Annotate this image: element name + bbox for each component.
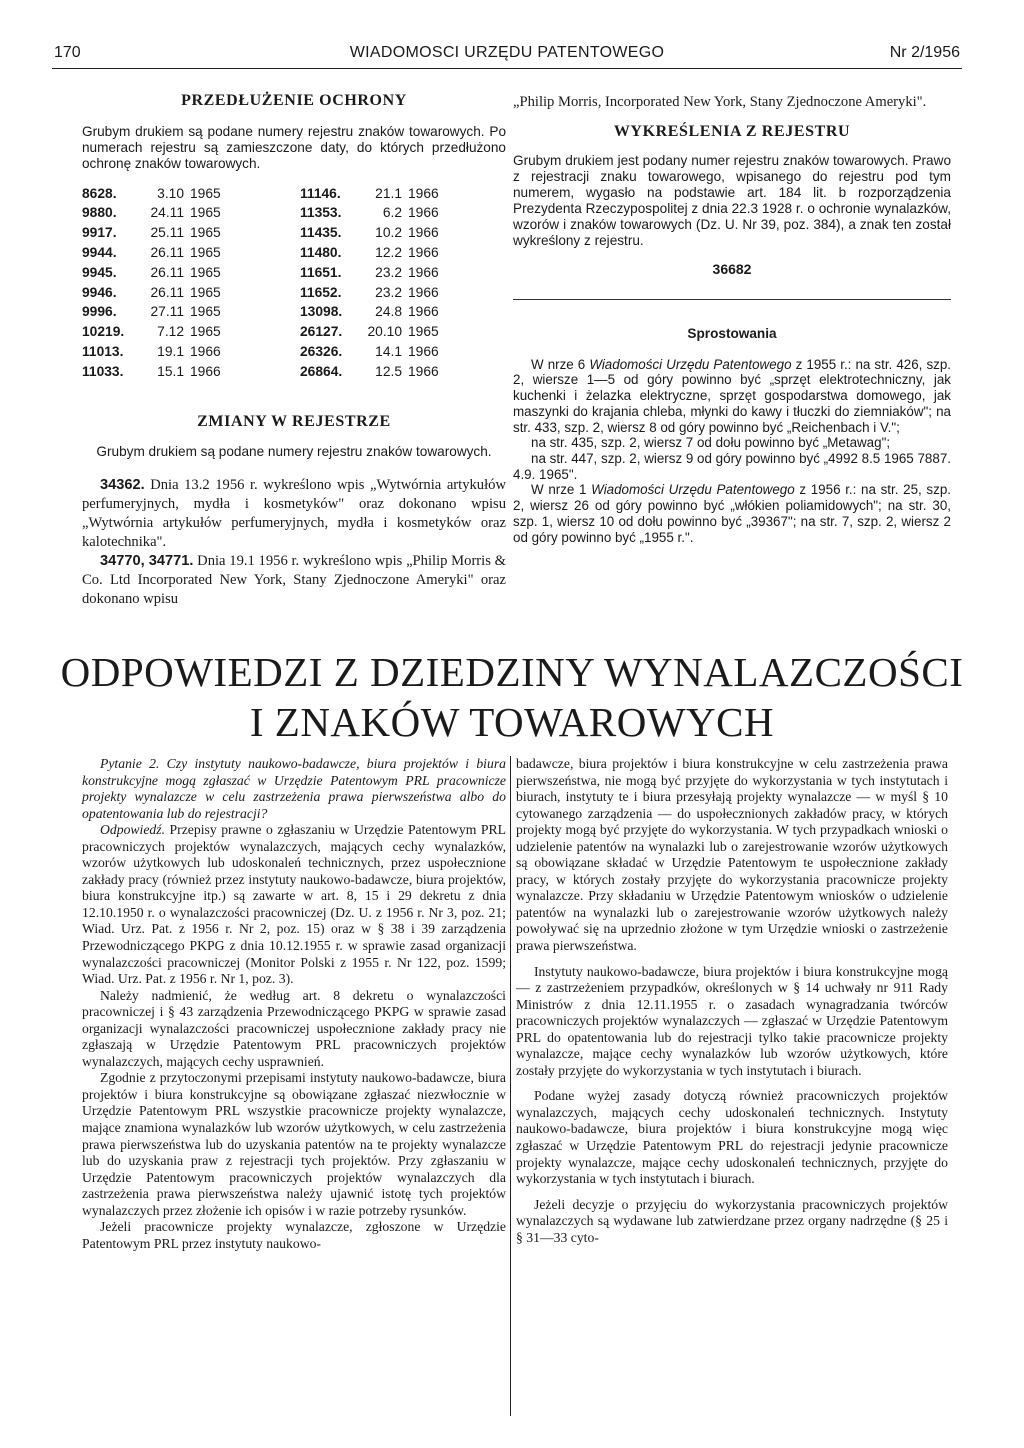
extension-day: 24.11	[150, 205, 184, 221]
extension-year: 1966	[408, 284, 439, 300]
register-row	[300, 364, 439, 384]
deletions-text: Grubym drukiem jest podany numer rejestru znaków towarowych. Prawo z rejestracji znaku towarowego, wpisanego do rejestru pod tym numerem, wygasło na podstawie art. 184 lit. b rozporządzenia Prezydenta Rzeczypospolitej z dnia 22.3 1928 r. o ochronie wynalazków, wzorów i znaków towarowych (Dz. U. Nr 39, poz. 384), a znak ten został wykreślony z rejestru.	[513, 152, 951, 248]
register-number: 26127.	[300, 324, 343, 340]
extension-day: 23.2	[375, 264, 402, 280]
register-row	[300, 285, 439, 305]
corrections-body	[513, 357, 951, 545]
extension-day: 26.11	[150, 284, 184, 300]
register-row	[82, 344, 221, 364]
extension-note: Grubym drukiem są podane numery rejestru znaków towarowych. Po numerach rejestru są zamieszczone daty, do których przedłużono ochronę znaków towarowych.	[82, 123, 506, 171]
extension-day: 26.11	[150, 264, 184, 280]
register-row	[82, 265, 221, 285]
answer-paragraph-e: Instytuty naukowo-badawcze, biura projektów i biura konstrukcyjne mogą — z zastrzeżeniem przypadków, określonych w § 14 uchwały nr 911 Rady Ministrów z dnia 12.11.1955 r. o zasadach wynagradzania twórców pracowniczych projektów wynalazczych — zgłaszać w Urzędzie Patentowym PRL do opatentowania lub do rejestracji tylko takie pracownicze projekty wynalazcze, mające cechy wynalazków lub wzorów użytkowych, które zostały przyjęte do wykorzystania w tych instytutach i biurach.	[516, 963, 948, 1078]
extension-year: 1965	[190, 244, 221, 260]
register-row	[300, 186, 439, 206]
register-row	[82, 324, 221, 344]
extension-year: 1965	[190, 324, 221, 340]
register-number: 9880.	[82, 205, 117, 221]
question-text: Czy instytuty naukowo-badawcze, biura projektów i biura konstrukcyjne mogą zgłaszać w Urzędzie Patentowym PRL pracownicze projekty wynalazcze w celu zastrzeżenia prawa pierwszeństwa albo do opatentowania lub do rejestracji?	[82, 756, 506, 821]
answer-label: Odpowiedź.	[100, 822, 166, 838]
extension-year: 1965	[190, 284, 221, 300]
extension-table-right	[300, 186, 439, 384]
change-entry-1	[82, 476, 506, 552]
extension-year: 1965	[408, 324, 439, 340]
answer-paragraph-b: Zgodnie z przytoczonymi przepisami instytuty naukowo-badawcze, biura projektów i biura konstrukcyjne są obowiązane zgłaszać niezwłocznie w Urzędzie Patentowym PRL wszystkie pracownicze projekty wynalazcze, mające znamiona wynalazków lub wzorów użytkowych, w celu zastrzeżenia prawa pierwszeństwa lub do uzyskania patentów na te projekty wynalazcze lub do uzyskania praw z rejestracji tych projektów. Przy zgłaszaniu w Urzędzie Patentowym pracowniczych projektów wynalazczych dla zastrzeżenia prawa pierwszeństwa należy ujawnić istotę tych projektów wynalazczych przez złożenie ich opisów i w razie potrzeby rysunków.	[82, 1070, 506, 1218]
register-row	[300, 324, 439, 344]
answers-right-column	[516, 756, 948, 1246]
running-header	[52, 40, 962, 69]
register-number: 11013.	[82, 343, 124, 359]
register-number: 8628.	[82, 185, 117, 201]
right-column	[513, 93, 951, 545]
main-heading-line-2: I ZNAKÓW TOWAROWYCH	[249, 699, 775, 745]
correction-2: na str. 435, szp. 2, wiersz 7 od dołu powinno być „Metawag";	[531, 435, 891, 451]
register-number: 9945.	[82, 264, 117, 280]
extension-year: 1966	[408, 185, 439, 201]
register-row	[300, 245, 439, 265]
register-row	[82, 364, 221, 384]
extension-year: 1966	[190, 363, 221, 379]
change-continuation: „Philip Morris, Incorporated New York, Stany Zjednoczone Ameryki".	[513, 94, 927, 110]
change-entry-2-number: 34770, 34771.	[100, 553, 194, 570]
register-number: 11146.	[300, 185, 341, 201]
extension-day: 10.2	[375, 225, 402, 241]
question-label: Pytanie 2.	[100, 756, 160, 771]
extension-year: 1966	[408, 363, 439, 379]
extension-year: 1966	[408, 205, 439, 221]
register-number: 11651.	[300, 264, 342, 280]
journal-title: WIADOMOSCI URZĘDU PATENTOWEGO	[349, 44, 665, 61]
register-row	[300, 225, 439, 245]
register-number: 13098.	[300, 304, 343, 320]
section-title-extension: PRZEDŁUŻENIE OCHRONY	[181, 92, 407, 109]
extension-day: 7.12	[157, 324, 184, 340]
extension-day: 3.10	[157, 185, 184, 201]
register-row	[82, 205, 221, 225]
answer-paragraph-d: badawcze, biura projektów i biura konstrukcyjne w celu zastrzeżenia prawa pierwszeństwa, nie mogą być przyjęte do wykorzystania w tych instytutach i biurach, instytuty te i biura przesyłają projekty wynalazcze — w myśl § 10 cytowanego zarządzenia — do uspołecznionych zakładów pracy, w których projekty mogą być przyjęte do wykorzystania. W tych przypadkach wnioski o udzielenie patentów na wynalazki lub o zarejestrowanie wzorów użytkowych są obowiązane składać w Urzędzie Patentowym te uspołecznione zakłady pracy, w których zostały przyjęte do wykorzystania pracownicze projekty wynalazcze. Przy składaniu w Urzędzie Patentowym wniosków o udzielenie patentów na wynalazki lub o zarejestrowanie wzorów użytkowych należy powoływać się na uprzednio złożone w tym Urzędzie wnioski o zastrzeżenie prawa pierwszeństwa.	[516, 756, 948, 954]
register-row	[300, 205, 439, 225]
extension-day: 23.2	[375, 284, 402, 300]
change-entry-2-text: Dnia 19.1 1956 r. wykreślono wpis „Philip Morris & Co. Ltd Incorporated New York, Stany Zjednoczone Ameryki" oraz dokonano wpisu	[82, 553, 506, 608]
extension-day: 20.10	[367, 324, 402, 340]
page-number: 170	[54, 44, 81, 61]
register-row	[82, 245, 221, 265]
deleted-mark-number: 36682	[712, 260, 752, 277]
extension-year: 1965	[190, 205, 221, 221]
register-row	[82, 304, 221, 324]
column-divider	[510, 756, 511, 1416]
extension-day: 19.1	[157, 343, 184, 359]
register-number: 26326.	[300, 343, 343, 359]
register-number: 10219.	[82, 324, 125, 340]
answer-paragraph-f: Podane wyżej zasady dotyczą również pracowniczych projektów wynalazczych, mających cechy udoskonaleń technicznych. Instytuty naukowo-badawcze, biura projektów i biura konstrukcyjne mogą więc zgłaszać w Urzędzie Patentowym PRL do rejestracji jedynie pracownicze projekty wynalazcze, mające cechy udoskonaleń technicznych, przyjęte do wykorzystania w tych instytutach i biurach.	[516, 1088, 948, 1187]
answer-paragraph-c: Jeżeli pracownicze projekty wynalazcze, zgłoszone w Urzędzie Patentowym PRL przez instytuty naukowo-	[82, 1219, 506, 1251]
extension-table-left	[82, 186, 221, 384]
register-number: 11652.	[300, 284, 342, 300]
question	[82, 756, 506, 822]
register-row	[300, 265, 439, 285]
section-title-changes: ZMIANY W REJESTRZE	[197, 412, 391, 430]
extension-day: 24.8	[375, 304, 402, 320]
main-heading-line-1: ODPOWIEDZI Z DZIEDZINY WYNALAZCZOŚCI	[60, 649, 964, 695]
register-number: 9946.	[82, 284, 117, 300]
issue-number: Nr 2/1956	[889, 44, 960, 61]
left-column	[82, 93, 506, 609]
register-number: 11435.	[300, 225, 342, 241]
register-row	[82, 285, 221, 305]
extension-year: 1966	[408, 304, 439, 320]
register-row	[82, 186, 221, 206]
extension-year: 1965	[190, 225, 221, 241]
extension-day: 21.1	[375, 185, 402, 201]
extension-day: 12.2	[375, 244, 402, 260]
extension-day: 6.2	[382, 205, 402, 221]
answer-paragraph-a: Należy nadmienić, że według art. 8 dekretu o wynalazczości pracowniczej i § 43 zarządzenia Przewodniczącego PKPG w sprawie zasad organizacji wynalazczości pracowniczej uspołecznione zakłady pracy nie zgłaszają w Urzędzie Patentowym PRL pracowniczych projektów wynalazczych, mających cechy usprawnień.	[82, 987, 506, 1069]
register-row	[300, 304, 439, 324]
extension-year: 1966	[190, 343, 221, 359]
extension-year: 1965	[190, 185, 221, 201]
answer-paragraph-g: Jeżeli decyzje o przyjęciu do wykorzystania pracowniczych projektów wynalazczych są wydawane lub zatwierdzane przez organy nadrzędne (§ 25 i § 31—33 cyto-	[516, 1196, 948, 1245]
register-row	[300, 344, 439, 364]
register-number: 11480.	[300, 244, 342, 260]
extension-day: 14.1	[375, 343, 402, 359]
register-row	[82, 225, 221, 245]
extension-day: 26.11	[150, 244, 184, 260]
extension-year: 1966	[408, 225, 439, 241]
correction-1: W nrze 6 Wiadomości Urzędu Patentowego z 1955 r.: na str. 426, szp. 2, wiersze 1—5 od góry powinno być „sprzęt elektrotechniczny, jak kuchenki i żelazka elektryczne, sprzęt gospodarstwa domowego, jak maszynki do krajania chleba, młynki do kawy i tłuczki do ziemniaków"; na str. 433, szp. 2, wiersz 8 od góry powinno być „Reichenbach i V.";	[513, 356, 951, 435]
correction-3: na str. 447, szp. 2, wiersz 9 od góry powinno być „4992 8.5 1965 7887. 4.9. 1965".	[513, 451, 951, 482]
register-number: 11033.	[82, 363, 124, 379]
extension-year: 1966	[408, 264, 439, 280]
section-title-deletions: WYKREŚLENIA Z REJESTRU	[613, 123, 851, 140]
extension-day: 12.5	[375, 363, 402, 379]
corrections-title: Sprostowania	[687, 326, 777, 342]
extension-day: 27.11	[150, 304, 184, 320]
answer	[82, 822, 506, 987]
register-number: 9996.	[82, 304, 117, 320]
change-entry-1-number: 34362.	[100, 477, 145, 494]
correction-4: W nrze 1 Wiadomości Urzędu Patentowego z 1956 r.: na str. 25, szp. 2, wiersz 26 od góry powinno być „włókien poliamidowych"; na str. 30, szp. 1, wiersz 10 od dołu powinno być „39367"; na str. 7, szp. 2, wiersz 2 od góry powinno być „1955 r.".	[513, 482, 951, 545]
register-number: 26864.	[300, 363, 343, 379]
extension-day: 15.1	[157, 363, 184, 379]
answers-left-column	[82, 756, 506, 1252]
extension-day: 25.11	[150, 225, 184, 241]
extension-year: 1965	[190, 304, 221, 320]
extension-year: 1966	[408, 343, 439, 359]
register-number: 9944.	[82, 244, 117, 260]
change-entry-1-text: Dnia 13.2 1956 r. wykreślono wpis „Wytwórnia artykułów perfumeryjnych, mydła i kosmetyków" oraz dokonano wpisu „Wytwórnia artykułów perfumeryjnych, mydła i kosmetyków oraz kalotechnika".	[82, 477, 506, 551]
changes-note: Grubym drukiem są podane numery rejestru znaków towarowych.	[96, 444, 492, 460]
change-entry-2	[82, 552, 506, 609]
extension-year: 1965	[190, 264, 221, 280]
extension-year: 1966	[408, 244, 439, 260]
answer-text: Przepisy prawne o zgłaszaniu w Urzędzie Patentowym PRL pracowniczych projektów wynalazczych, mających cechy wynalazków, wzorów użytkowych lub udoskonaleń technicznych, przez uspołecznione zakłady pracy (również przez instytuty naukowo-badawcze, biura projektów, biura konstrukcyjne itp.) są zawarte w art. 8, 15 i 29 dekretu z dnia 12.10.1950 r. o wynalazczości pracowniczej (Dz. U. z 1956 r. Nr 3, poz. 21; Wiad. Urz. Pat. z 1956 r. Nr 2, poz. 15) oraz w § 38 i 39 zarządzenia Przewodniczącego PKPG z dnia 10.12.1955 r. w sprawie zasad organizacji wynalazczości pracowniczej (Monitor Polski z 1955 r. Nr 122, poz. 1599; Wiad. Urz. Pat. z 1956 r. Nr 1, poz. 3).	[82, 822, 506, 987]
section-divider	[513, 299, 951, 300]
register-number: 9917.	[82, 225, 117, 241]
extension-table	[82, 186, 506, 396]
register-number: 11353.	[300, 205, 342, 221]
